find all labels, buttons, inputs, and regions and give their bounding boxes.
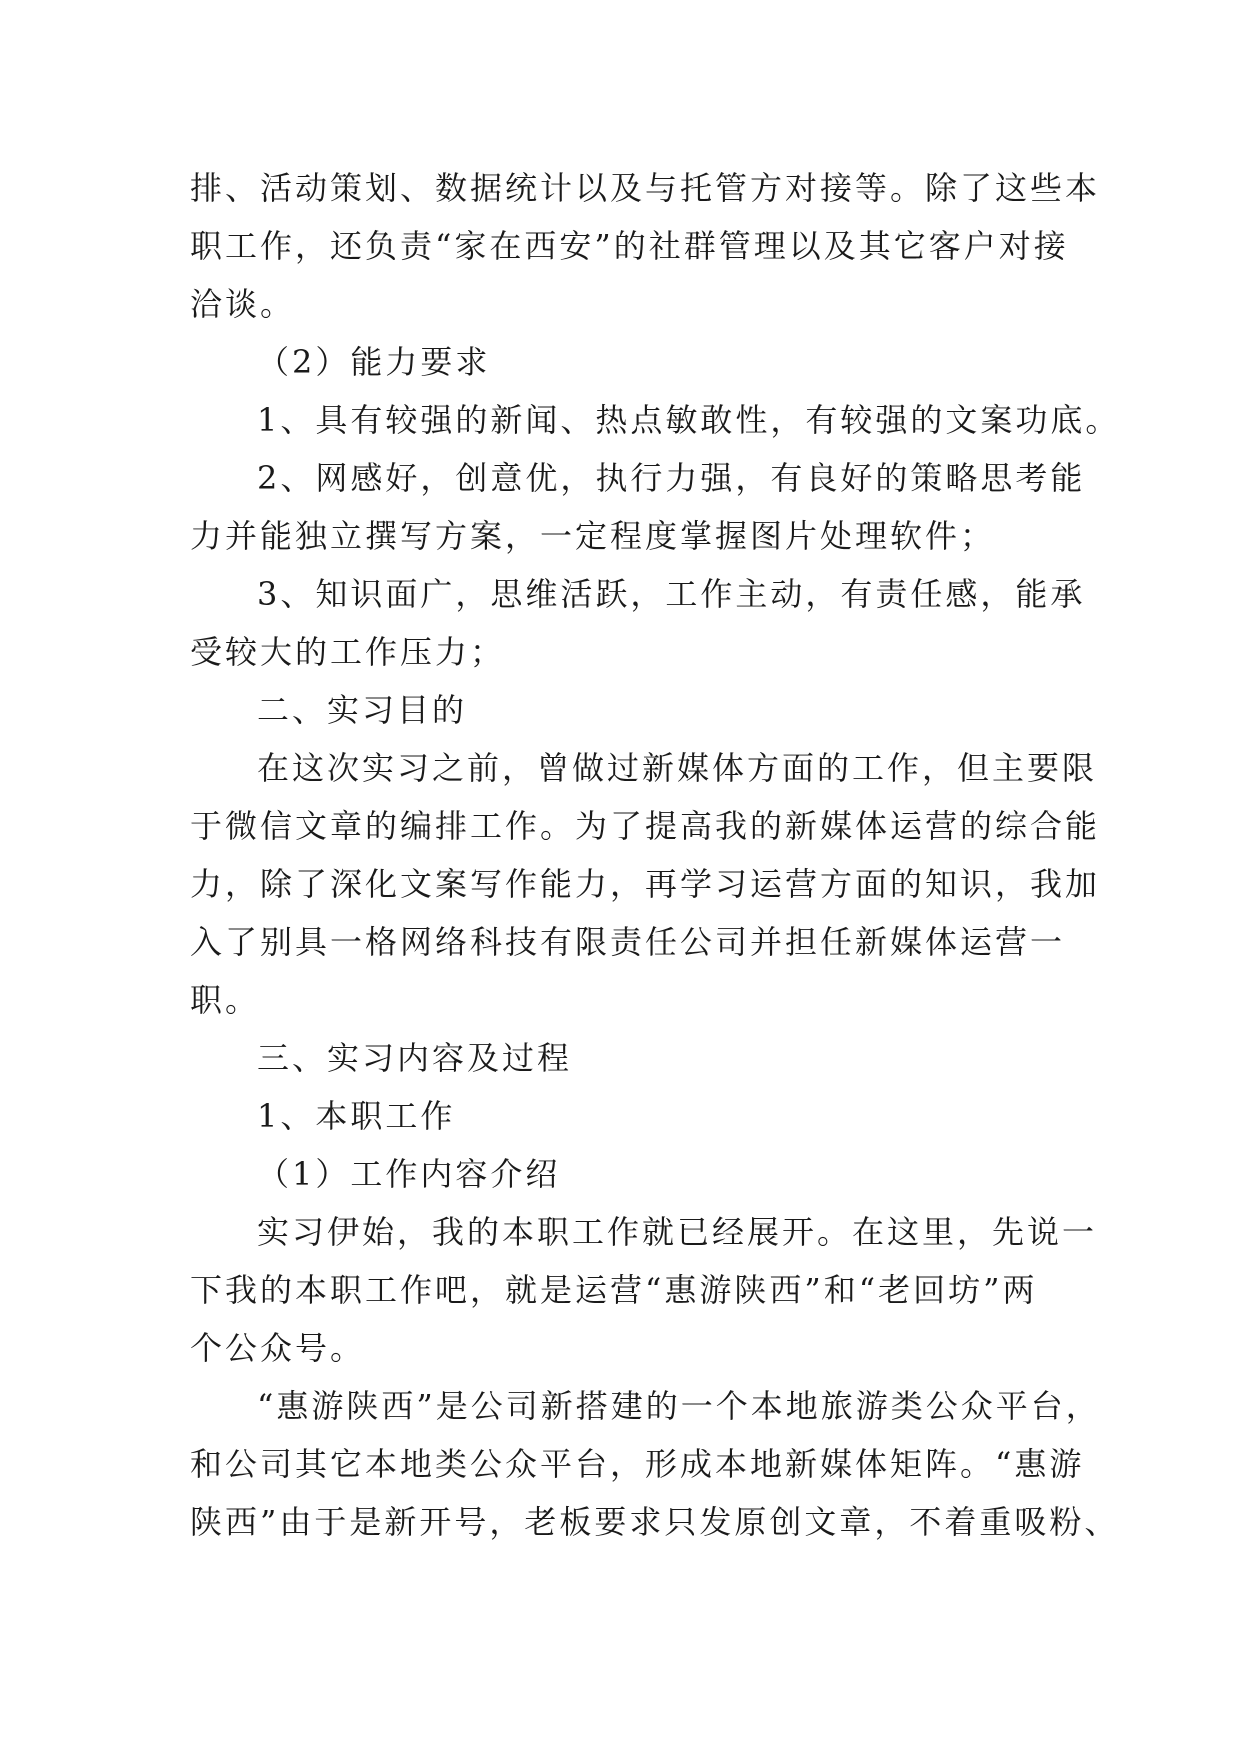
section-heading: 三、实习内容及过程 — [257, 1039, 573, 1077]
paragraph-line: 排、活动策划、数据统计以及与托管方对接等。除了这些本 — [190, 169, 1101, 207]
paragraph-line: 个公众号。 — [190, 1329, 366, 1367]
paragraph-line: 力并能独立撰写方案，一定程度掌握图片处理软件； — [190, 517, 996, 555]
paragraph-line: 和公司其它本地类公众平台，形成本地新媒体矩阵。“惠游 — [190, 1445, 1085, 1483]
section-heading: （1）工作内容介绍 — [257, 1155, 561, 1193]
paragraph-line: 洽谈。 — [190, 285, 296, 323]
paragraph-line: 在这次实习之前，曾做过新媒体方面的工作，但主要限 — [257, 749, 1098, 787]
list-item: 2、网感好，创意优，执行力强，有良好的策略思考能 — [257, 459, 1086, 497]
paragraph-line: 下我的本职工作吧，就是运营“惠游陕西”和“老回坊”两 — [190, 1271, 1038, 1309]
paragraph-line: 于微信文章的编排工作。为了提高我的新媒体运营的综合能 — [190, 807, 1101, 845]
paragraph-line: 实习伊始，我的本职工作就已经展开。在这里，先说一 — [257, 1213, 1098, 1251]
paragraph-line: 职工作，还负责“家在西安”的社群管理以及其它客户对接 — [190, 227, 1069, 265]
list-item: 1、具有较强的新闻、热点敏敢性，有较强的文案功底。 — [257, 401, 1121, 439]
paragraph-line: “惠游陕西”是公司新搭建的一个本地旅游类公众平台， — [257, 1387, 1101, 1425]
section-heading: 二、实习目的 — [257, 691, 468, 729]
paragraph-line: 入了别具一格网络科技有限责任公司并担任新媒体运营一 — [190, 923, 1066, 961]
paragraph-line: 受较大的工作压力； — [190, 633, 506, 671]
section-heading: 1、本职工作 — [257, 1097, 456, 1135]
paragraph-line: 职。 — [190, 981, 261, 1019]
list-item: 3、知识面广，思维活跃，工作主动，有责任感，能承 — [257, 575, 1086, 613]
section-heading: （2）能力要求 — [257, 343, 491, 381]
paragraph-line: 陕西”由于是新开号，老板要求只发原创文章，不着重吸粉、 — [190, 1503, 1120, 1541]
paragraph-line: 力，除了深化文案写作能力，再学习运营方面的知识，我加 — [190, 865, 1101, 903]
